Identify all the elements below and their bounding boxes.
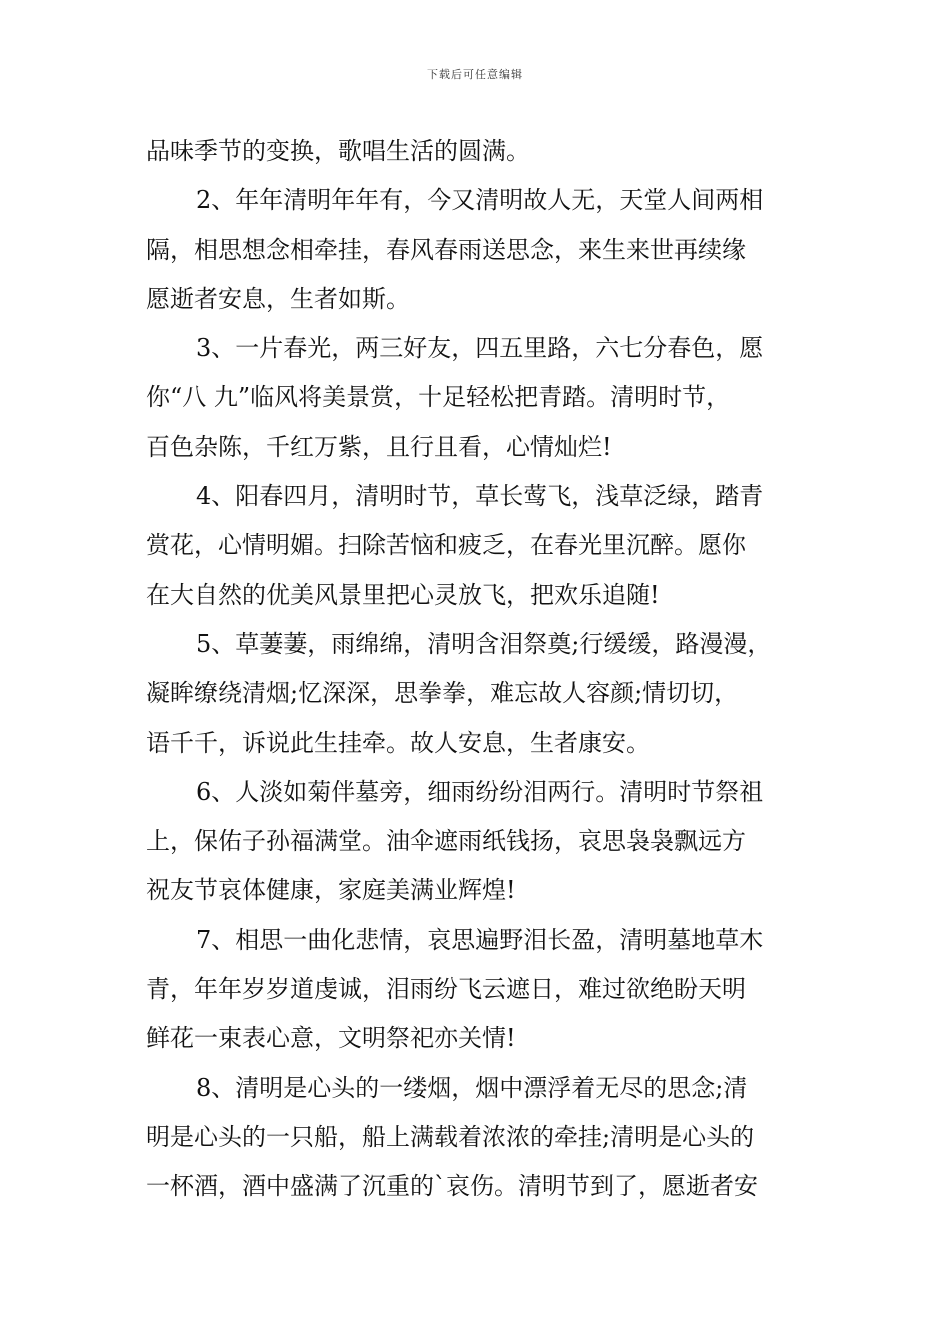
- text-line: 2、年年清明年年有，今又清明故人无，天堂人间两相: [196, 186, 764, 215]
- page-header: 下载后可任意编辑: [427, 68, 523, 81]
- text-line: 7、相思一曲化悲情，哀思遍野泪长盈，清明墓地草木: [196, 925, 764, 954]
- text-line: 百色杂陈，千红万紫，且行且看，心情灿烂!: [146, 432, 612, 461]
- text-line: 6、人淡如菊伴墓旁，细雨纷纷泪两行。清明时节祭祖: [196, 777, 764, 806]
- text-line: 祝友节哀体健康，家庭美满业辉煌!: [146, 876, 516, 905]
- text-line: 你“八 九”临风将美景赏，十足轻松把青踏。清明时节，: [146, 383, 731, 412]
- text-line: 4、阳春四月，清明时节，草长莺飞，浅草泛绿，踏青: [196, 482, 764, 511]
- text-line: 5、草萋萋，雨绵绵，清明含泪祭奠;行缓缓，路漫漫，: [196, 629, 772, 658]
- text-line: 8、清明是心头的一缕烟，烟中漂浮着无尽的思念;清: [196, 1073, 748, 1102]
- text-line: 愿逝者安息，生者如斯。: [146, 284, 410, 313]
- text-line: 青，年年岁岁道虔诚，泪雨纷飞云遮日，难过欲绝盼天明: [146, 975, 746, 1004]
- text-line: 凝眸缭绕清烟;忆深深，思拳拳，难忘故人容颜;情切切，: [146, 679, 739, 708]
- text-line: 明是心头的一只船，船上满载着浓浓的牵挂;清明是心头的: [146, 1122, 755, 1151]
- document-body: [146, 127, 826, 1212]
- text-line: 鲜花一束表心意，文明祭祀亦关情!: [146, 1024, 516, 1053]
- text-line: 上，保佑子孙福满堂。油伞遮雨纸钱扬，哀思袅袅飘远方: [146, 827, 746, 856]
- text-line: 3、一片春光，两三好友，四五里路，六七分春色，愿: [196, 334, 764, 363]
- text-line: 隔，相思想念相牵挂，春风春雨送思念，来生来世再续缘: [146, 235, 746, 264]
- text-line: 品味季节的变换，歌唱生活的圆满。: [146, 137, 530, 165]
- text-line: 在大自然的优美风景里把心灵放飞，把欢乐追随!: [146, 580, 660, 609]
- text-line: 赏花，心情明媚。扫除苦恼和疲乏，在春光里沉醉。愿你: [146, 531, 746, 560]
- text-line: 语千千，诉说此生挂牵。故人安息，生者康安。: [146, 728, 650, 757]
- text-line: 一杯酒，酒中盛满了沉重的`哀伤。清明节到了，愿逝者安: [146, 1172, 758, 1201]
